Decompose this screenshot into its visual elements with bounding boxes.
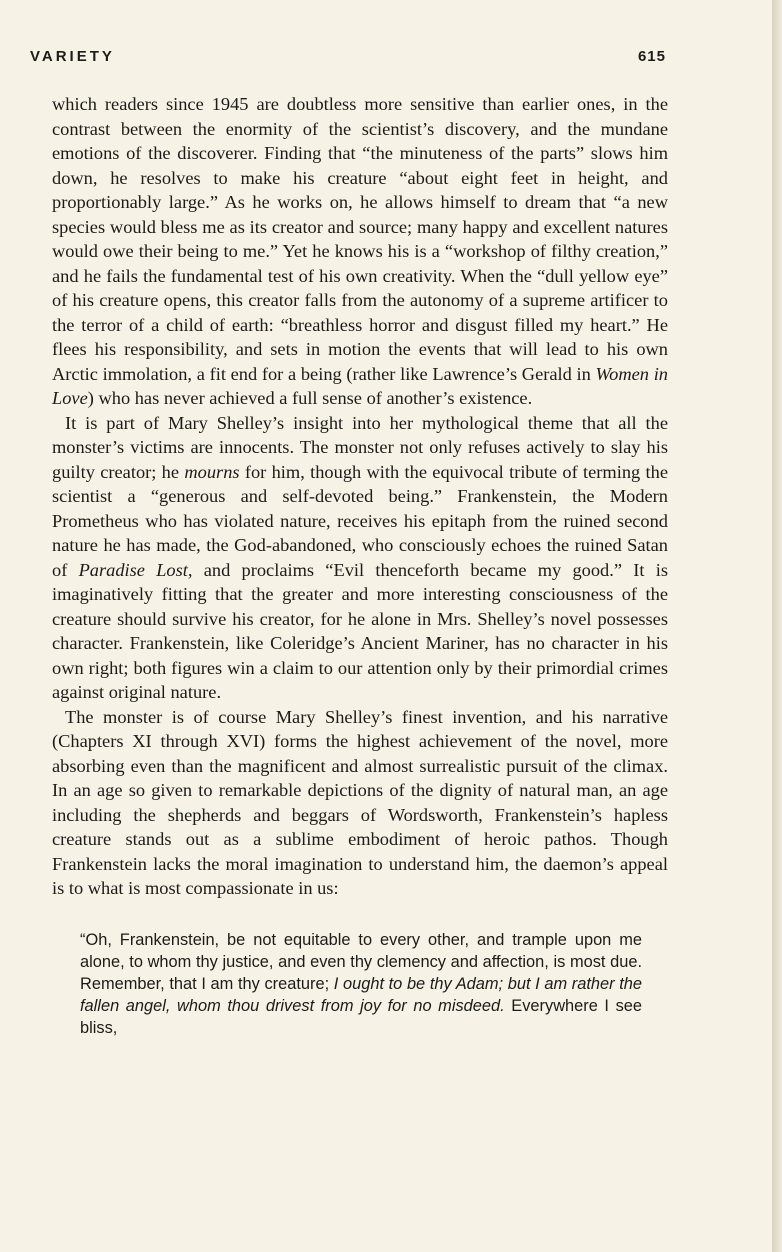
paragraph-3 bbox=[52, 705, 668, 901]
book-title: Women in Love bbox=[52, 363, 668, 408]
book-title: Paradise Lost, bbox=[78, 559, 193, 580]
text-run: The monster is of course Mary Shelley’s finest invention, and his narrative (Chapters XI through XVI) forms the highest achievement of the novel, more absorbing even than the magnificent and almost surrealistic pursuit of the climax. In an age so given to remarkable depictions of the dignity of natural man, an age including the shepherds and beggars of Wordsworth, Frankenstein’s hapless creature stands out as a sublime embodiment of heroic pathos. Though Frankenstein lacks the moral imagination to understand him, the daemon’s appeal is to what is most compassionate in us: bbox=[52, 706, 668, 898]
page-header bbox=[30, 48, 666, 74]
page-edge bbox=[772, 0, 782, 1252]
text-run: which readers since 1945 are doubtless more sensitive than earlier ones, in the contrast between the enormity of the scientist’s discovery, and the mundane emotions of the discoverer. Finding that “the minuteness of the parts” slows him down, he resolves to make his creature “about eight feet in height, and proportionably large.” As he works on, he allows himself to dream that “a new species would bless me as its creator and source; many happy and excellent natures would owe their being to me.” Yet he knows his is a “workshop of filthy creation,” and he fails the fundamental test of his own creativity. When the “dull yellow eye” of his creature opens, this creator falls from the autonomy of a supreme artificer to the terror of a child of earth: “breathless horror and disgust filled my heart.” He flees his responsibility, and sets in motion the events that will lead to his own Arctic immolation, a fit end for a being (rather like Lawrence’s Gerald in bbox=[52, 94, 668, 384]
text-run: It is part of Mary Shelley’s insight into her mythological theme that all the monster’s victims are innocents. The monster not only refuses actively to slay his guilty creator; he bbox=[52, 412, 668, 482]
running-head: VARIETY bbox=[30, 48, 115, 65]
text-run: ) who has never achieved a full sense of another’s existence. bbox=[87, 388, 533, 408]
page-number: 615 bbox=[637, 48, 666, 65]
text-run: and proclaims “Evil thenceforth became my good.” It is imaginatively fitting that the greater and more interesting consciousness of the creature should survive his creator, for he alone in Mrs. Shelley’s novel possesses character. Frankenstein, like Coleridge’s Ancient Mariner, has no character in his own right; both figures win a claim to our attention only by their primordial crimes against original nature. bbox=[52, 559, 668, 702]
body-text bbox=[52, 92, 668, 1039]
emphasis: mourns bbox=[184, 461, 240, 482]
text-run: for him, though with the equivocal tribute of terming the scientist a “generous and self-devoted being.” Frankenstein, the Modern Prometheus who has violated nature, receives his epitaph from the ruined second nature he has made, the God-abandoned, who consciously echoes the ruined Satan of bbox=[52, 461, 669, 580]
emphasis: I ought to be thy Adam; but I am rather the fallen angel, whom thou drivest from joy for no misdeed. bbox=[80, 974, 642, 1015]
paragraph-1 bbox=[52, 92, 668, 411]
block-quote bbox=[80, 929, 642, 1039]
text-run: Everywhere I see bliss, bbox=[80, 996, 643, 1037]
text-run: “Oh, Frankenstein, be not equitable to every other, and trample upon me alone, to whom thy justice, and even thy clemency and affection, is most due. Remember, that I am thy creature; bbox=[80, 930, 642, 993]
paragraph-2 bbox=[52, 411, 668, 705]
